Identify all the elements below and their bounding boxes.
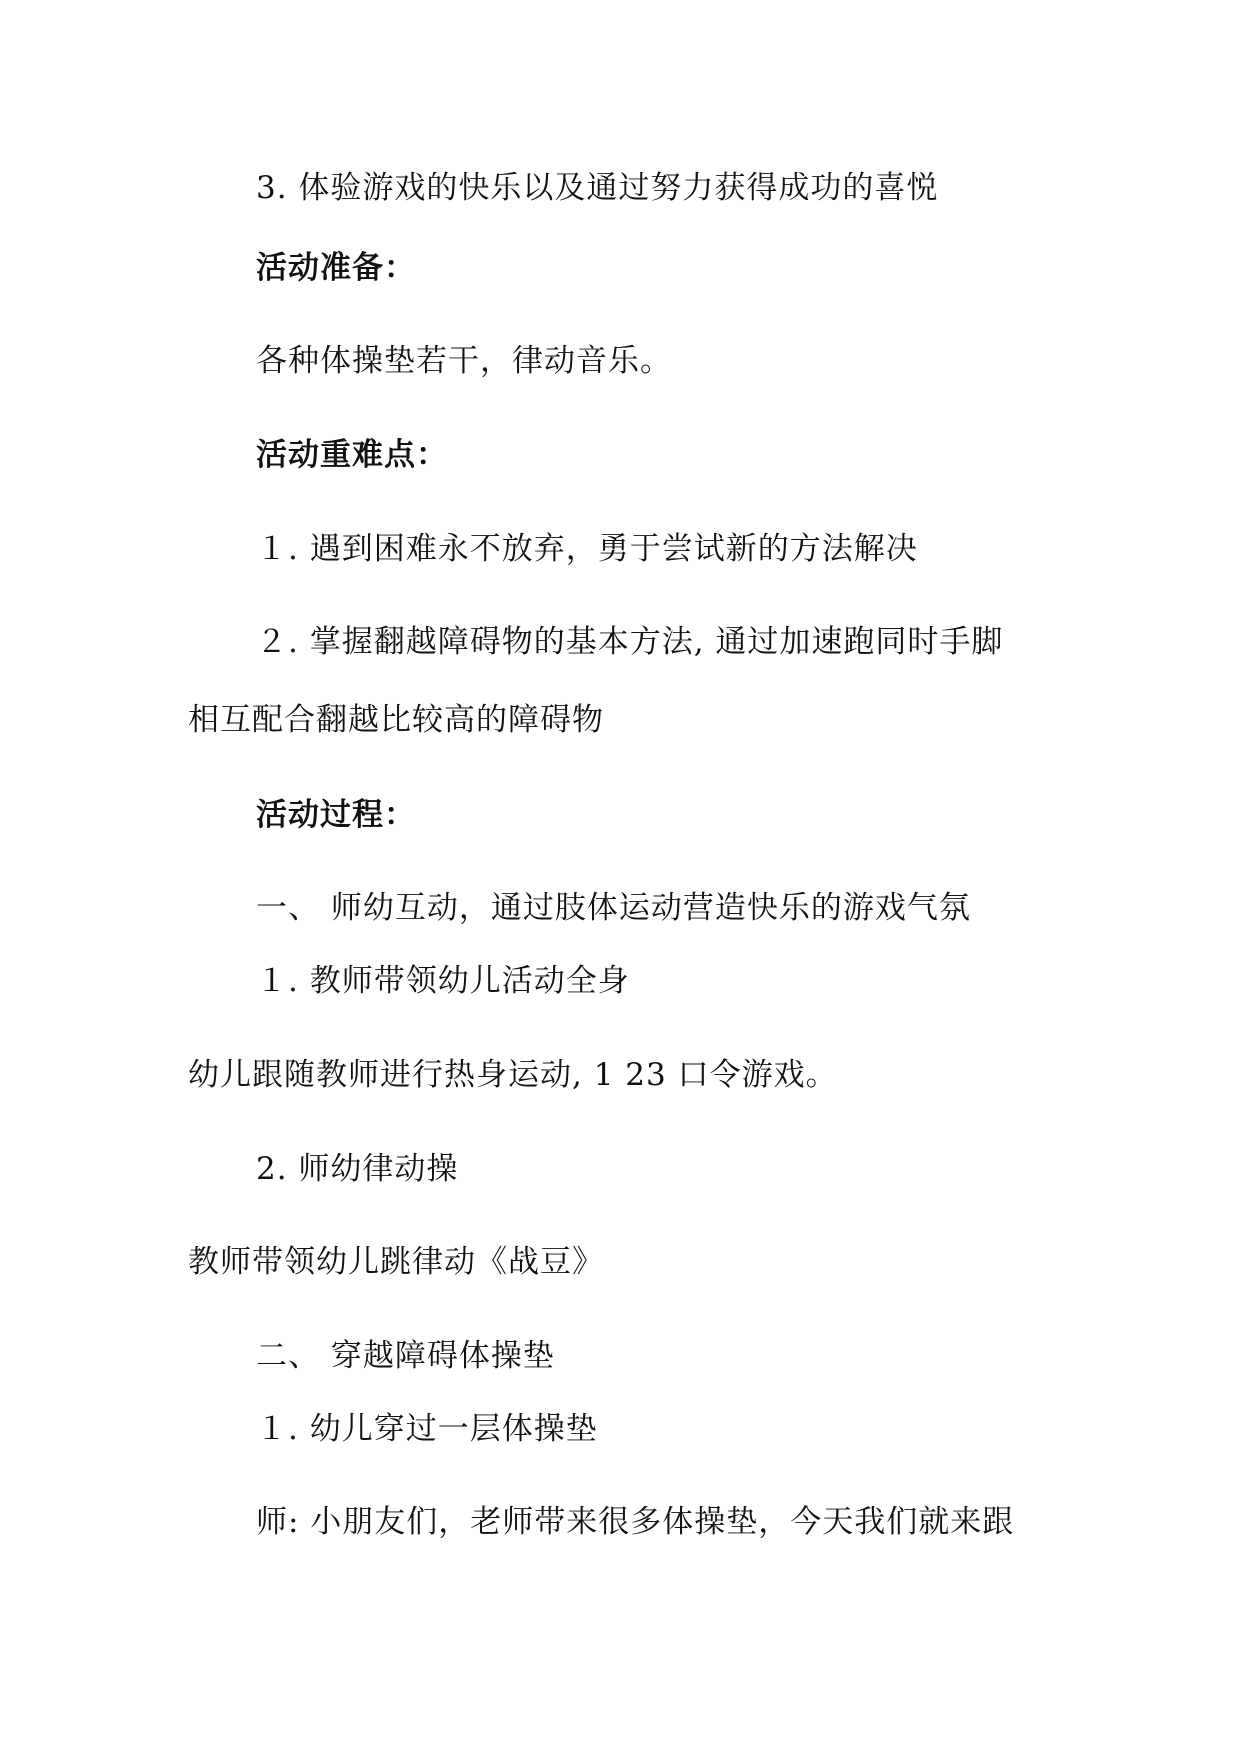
key-point-1: １. 遇到困难永不放弃，勇于尝试新的方法解决 — [256, 531, 918, 567]
key-point-2: ２. 掌握翻越障碍物的基本方法, 通过加速跑同时手脚 — [256, 624, 1004, 660]
process-step-1-2-text: 教师带领幼儿跳律动《战豆》 — [188, 1244, 604, 1280]
process-step-2-1: １. 幼儿穿过一层体操垫 — [256, 1411, 598, 1447]
process-step-1-1: １. 教师带领幼儿活动全身 — [256, 963, 630, 999]
process-section-1: 一、 师幼互动，通过肢体运动营造快乐的游戏气氛 — [256, 890, 971, 926]
process-step-1-1-text: 幼儿跟随教师进行热身运动, 1 23 口令游戏。 — [188, 1057, 838, 1093]
heading-key-points: 活动重难点： — [256, 437, 448, 473]
process-step-1-2: 2. 师幼律动操 — [256, 1151, 459, 1187]
key-point-2-continued: 相互配合翻越比较高的障碍物 — [188, 702, 604, 738]
heading-process: 活动过程： — [256, 797, 416, 833]
heading-preparation: 活动准备： — [256, 250, 416, 286]
preparation-text: 各种体操垫若干，律动音乐。 — [256, 343, 672, 379]
teacher-dialogue: 师: 小朋友们，老师带来很多体操垫，今天我们就来跟 — [256, 1504, 1015, 1540]
process-section-2: 二、 穿越障碍体操垫 — [256, 1338, 555, 1374]
objective-3: 3. 体验游戏的快乐以及通过努力获得成功的喜悦 — [256, 170, 939, 206]
